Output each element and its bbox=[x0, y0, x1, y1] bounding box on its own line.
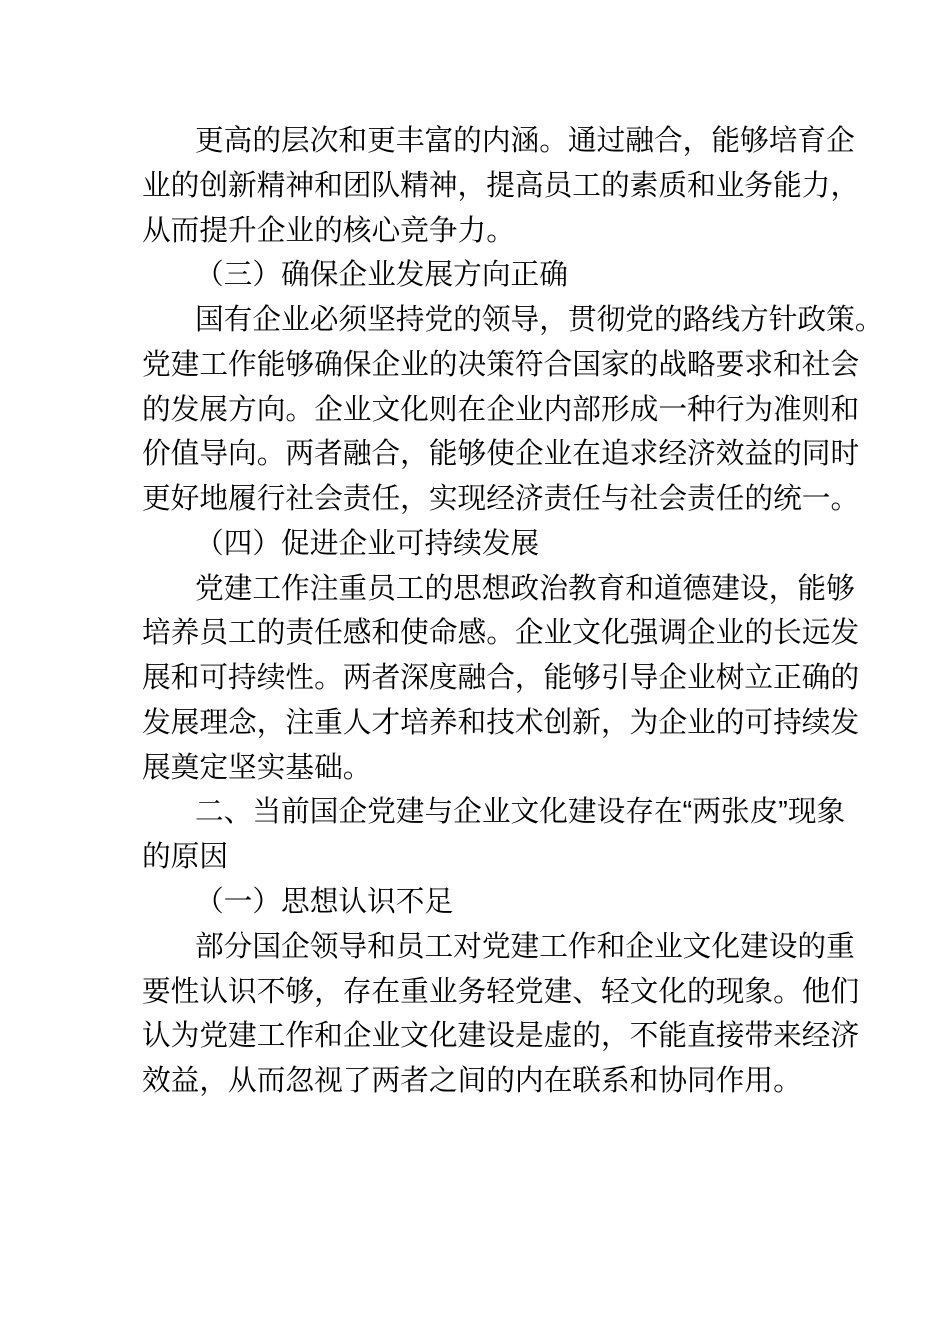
heading-part-2-two-skins-causes bbox=[142, 790, 846, 880]
text-line: 的原因 bbox=[142, 841, 229, 874]
text-line: 部分国企领导和员工对党建工作和企业文化建设的重 bbox=[195, 930, 855, 963]
text-line: （一）思想认识不足 bbox=[195, 886, 454, 919]
text-line: 效益，从而忽视了两者之间的内在联系和协同作用。 bbox=[142, 1065, 802, 1098]
text-line: 国有企业必须坚持党的领导，贯彻党的路线方针政策。 bbox=[195, 304, 884, 337]
text-line: 展和可持续性。两者深度融合，能够引导企业树立正确的 bbox=[142, 662, 860, 695]
text-line: 要性认识不够，存在重业务轻党建、轻文化的现象。他们 bbox=[142, 975, 860, 1008]
text-line: 展奠定坚实基础。 bbox=[142, 751, 372, 784]
text-line: 党建工作能够确保企业的决策符合国家的战略要求和社会 bbox=[142, 348, 860, 381]
text-line: 培养员工的责任感和使命感。企业文化强调企业的长远发 bbox=[142, 617, 860, 650]
heading-section-4-sustainable-development bbox=[142, 522, 832, 567]
heading-section-1-insufficient-awareness bbox=[142, 880, 832, 925]
text-line: 价值导向。两者融合，能够使企业在追求经济效益的同时 bbox=[142, 438, 860, 471]
paragraph-development-direction bbox=[142, 298, 884, 522]
paragraph-fusion-benefits-continued bbox=[142, 119, 860, 253]
text-line: 认为党建工作和企业文化建设是虚的，不能直接带来经济 bbox=[142, 1020, 860, 1053]
paragraph-insufficient-awareness bbox=[142, 925, 860, 1104]
text-line: 的发展方向。企业文化则在企业内部形成一种行为准则和 bbox=[142, 393, 860, 426]
text-line: 业的创新精神和团队精神，提高员工的素质和业务能力， bbox=[142, 169, 860, 202]
paragraph-sustainable-development bbox=[142, 567, 860, 791]
text-line: 更高的层次和更丰富的内涵。通过融合，能够培育企 bbox=[195, 125, 855, 157]
text-line: 更好地履行社会责任，实现经济责任与社会责任的统一。 bbox=[142, 483, 860, 516]
text-line: 二、当前国企党建与企业文化建设存在“两张皮”现象 bbox=[195, 796, 846, 829]
text-line: 党建工作注重员工的思想政治教育和道德建设，能够 bbox=[195, 572, 855, 605]
text-line: （四）促进企业可持续发展 bbox=[195, 527, 540, 560]
text-line: 发展理念，注重人才培养和技术创新，为企业的可持续发 bbox=[142, 706, 860, 739]
text-line: 从而提升企业的核心竞争力。 bbox=[142, 214, 515, 247]
text-line: （三）确保企业发展方向正确 bbox=[195, 259, 568, 292]
document-text-block bbox=[142, 119, 884, 1104]
heading-section-3-ensure-direction bbox=[142, 253, 832, 298]
